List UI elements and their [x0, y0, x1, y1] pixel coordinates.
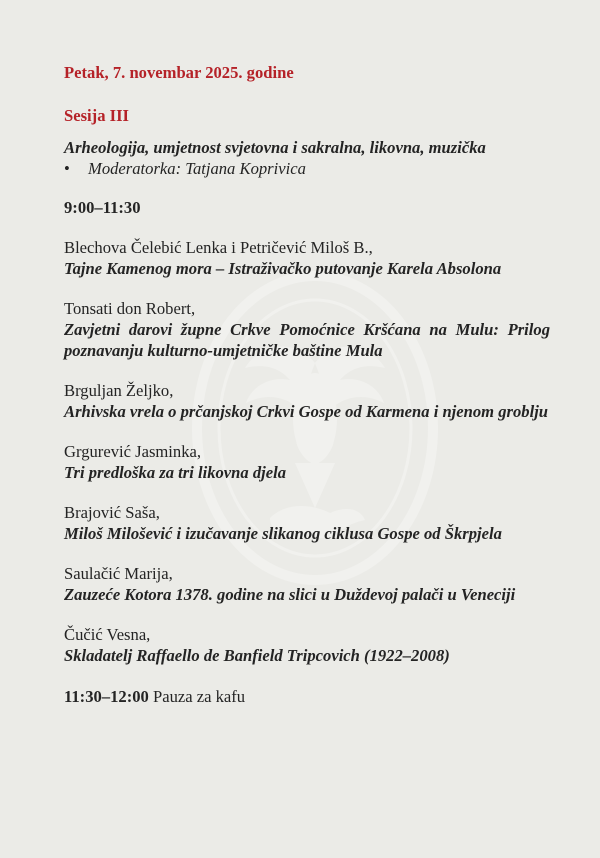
talk-title: Skladatelj Raffaello de Banfield Tripcovich (1922–2008): [64, 646, 450, 665]
talk-title: Miloš Milošević i izučavanje slikanog ciklusa Gospe od Škrpjela: [64, 524, 502, 543]
moderator-text: Moderatorka: Tatjana Koprivica: [88, 159, 306, 178]
talk-title: Tajne Kamenog mora – Istraživačko putovanje Karela Absolona: [64, 259, 502, 278]
talk-item: [64, 441, 550, 483]
break-label: Pauza za kafu: [152, 687, 246, 706]
talk-author: Grgurević Jasminka,: [64, 442, 202, 461]
moderator-line: [64, 158, 550, 179]
date-heading: Petak, 7. novembar 2025. godine: [64, 63, 294, 82]
talk-title: Tri predloška za tri likovna djela: [64, 463, 287, 482]
talk-item: [64, 380, 550, 422]
talk-author: Tonsati don Robert,: [64, 299, 196, 318]
talk-title: Zauzeće Kotora 1378. godine na slici u Duždevoj palači u Veneciji: [64, 585, 516, 604]
session-title: Arheologija, umjetnost svjetovna i sakralna, likovna, muzička: [64, 138, 486, 157]
talk-author: Saulačić Marija,: [64, 564, 173, 583]
talk-item: [64, 298, 550, 361]
talk-item: [64, 237, 550, 279]
talk-item: [64, 563, 550, 605]
talk-title: Arhivska vrela o prčanjskoj Crkvi Gospe od Karmena i njenom groblju: [64, 402, 549, 421]
break-line: [64, 686, 550, 707]
talk-title: Zavjetni darovi župne Crkve Pomoćnice Kršćana na Mulu: Prilog poznavanju kulturno-umjetničke baštine Mula: [64, 320, 550, 360]
talk-author: Brajović Saša,: [64, 503, 160, 522]
time-block: 9:00–11:30: [64, 198, 141, 217]
break-time: 11:30–12:00: [64, 687, 149, 706]
bullet-icon: •: [64, 159, 70, 178]
talk-item: [64, 624, 550, 666]
talk-author: Čučić Vesna,: [64, 625, 151, 644]
talk-item: [64, 502, 550, 544]
talk-author: Brguljan Željko,: [64, 381, 174, 400]
talk-author: Blechova Čelebić Lenka i Petričević Miloš B.,: [64, 238, 373, 257]
session-label: Sesija III: [64, 106, 130, 125]
program-page: [64, 62, 550, 707]
